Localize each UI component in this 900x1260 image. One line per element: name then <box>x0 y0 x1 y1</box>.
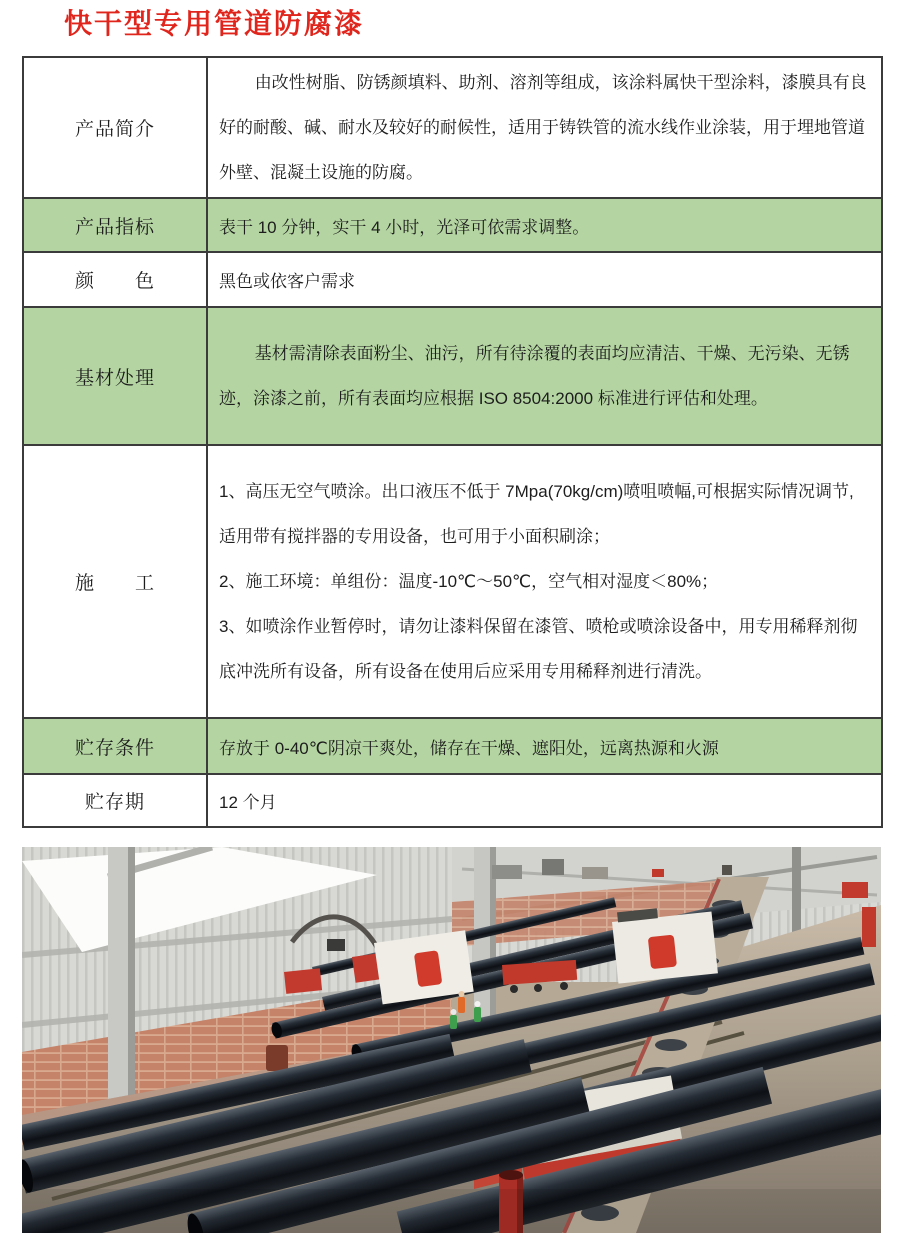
table-row-application <box>23 445 882 718</box>
row-content <box>207 445 882 718</box>
table-row-shelf-life <box>23 774 882 827</box>
factory-photo-illustration <box>22 847 881 1233</box>
surface-prep-text: 基材需清除表面粉尘、油污，所有待涂覆的表面均应清洁、干燥、无污染、无锈迹，涂漆之前，所有表面均应根据 ISO 8504:2000 标准进行评估和处理。 <box>219 344 850 408</box>
intro-text: 由改性树脂、防锈颜填料、助剂、溶剂等组成，该涂料属快干型涂料，漆膜具有良好的耐酸、碱、耐水及较好的耐候性，适用于铸铁管的流水线作业涂装，用于埋地管道外壁、混凝土设施的防腐。 <box>219 73 867 182</box>
row-label: 贮存期 <box>23 774 207 827</box>
shelf-life-text: 12 个月 <box>219 793 277 812</box>
row-content <box>207 57 882 198</box>
row-content <box>207 307 882 445</box>
spec-text: 表干 10 分钟，实干 4 小时，光泽可依需求调整。 <box>219 217 590 237</box>
row-content <box>207 252 882 307</box>
application-step-2: 2、施工环境：单组份：温度-10℃～50℃，空气相对湿度＜80%； <box>219 572 719 591</box>
factory-photo <box>22 847 881 1233</box>
row-label: 贮存条件 <box>23 718 207 774</box>
row-label: 产品指标 <box>23 198 207 252</box>
application-step-1: 1、高压无空气喷涂。出口液压不低于 7Mpa(70kg/cm)喷咀喷幅,可根据实际情况调节,适用带有搅拌器的专用设备，也可用于小面积刷涂； <box>219 482 854 546</box>
table-row-color <box>23 252 882 307</box>
row-label: 施 工 <box>23 445 207 718</box>
page-title: 快干型专用管道防腐漆 <box>64 8 365 39</box>
row-content <box>207 718 882 774</box>
table-row-surface-prep <box>23 307 882 445</box>
color-text: 黑色或依客户需求 <box>219 272 355 291</box>
row-content <box>207 198 882 252</box>
storage-conditions-text: 存放于 0-40℃阴凉干爽处，储存在干燥、遮阳处，远离热源和火源 <box>219 738 719 758</box>
row-label: 颜 色 <box>23 252 207 307</box>
row-label: 产品简介 <box>23 57 207 198</box>
row-label: 基材处理 <box>23 307 207 445</box>
table-row-spec <box>23 198 882 252</box>
application-step-3: 3、如喷涂作业暂停时，请勿让漆料保留在漆管、喷枪或喷涂设备中，用专用稀释剂彻底冲洗所有设备，所有设备在使用后应采用专用稀释剂进行清洗。 <box>219 617 858 681</box>
spec-table <box>22 56 883 828</box>
row-content <box>207 774 882 827</box>
table-row-storage-conditions <box>23 718 882 774</box>
table-row-intro <box>23 57 882 198</box>
